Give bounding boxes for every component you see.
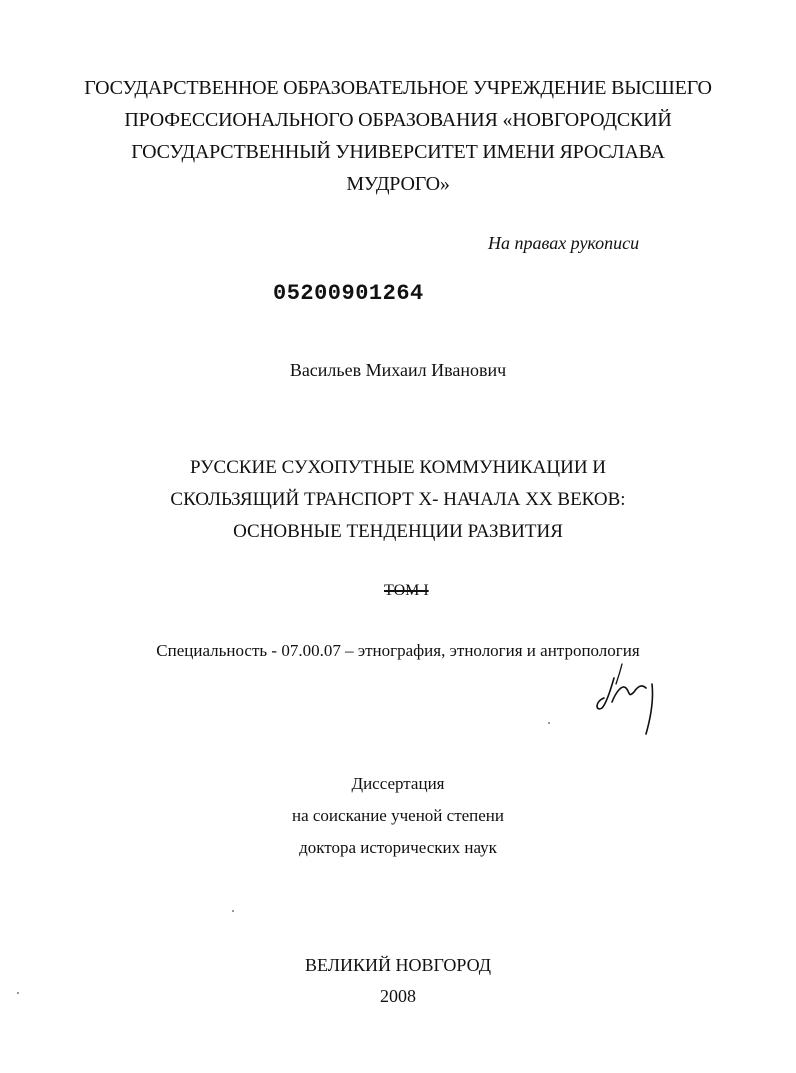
degree-line: Диссертация [351,774,445,793]
year: 2008 [380,986,416,1006]
library-catalog-number: 05200901264 [273,281,424,306]
author-name: Васильев Михаил Иванович [289,360,507,380]
institution-line: ГОСУДАРСТВЕННОЕ ОБРАЗОВАТЕЛЬНОЕ УЧРЕЖДЕНИЕ ВЫСШЕГО [84,77,712,99]
degree-line: на соискание ученой степени [291,806,505,825]
institution-line: ПРОФЕССИОНАЛЬНОГО ОБРАЗОВАНИЯ «НОВГОРОДСКИЙ [124,109,672,131]
volume-label-struck: ТОМ I [384,582,429,599]
institution-name [0,72,796,200]
city-name: ВЕЛИКИЙ НОВГОРОД [304,955,492,975]
degree-line: доктора исторических наук [299,838,497,857]
dissertation-title [0,452,796,548]
handwritten-signature [592,662,672,736]
title-line: РУССКИЕ СУХОПУТНЫЕ КОММУНИКАЦИИ И [189,457,607,478]
degree-statement [0,768,796,864]
institution-line: ГОСУДАРСТВЕННЫЙ УНИВЕРСИТЕТ ИМЕНИ ЯРОСЛАВА [131,141,665,163]
title-line: СКОЛЬЗЯЩИЙ ТРАНСПОРТ X- НАЧАЛА XX ВЕКОВ: [170,489,626,510]
title-line: ОСНОВНЫЕ ТЕНДЕНЦИИ РАЗВИТИЯ [233,521,563,542]
paper-speck [548,722,550,724]
specialty-line: Специальность - 07.00.07 – этнография, этнология и антропология [156,641,640,660]
institution-line: МУДРОГО» [346,173,450,195]
manuscript-rights-note: На правах рукописи [488,233,640,253]
paper-speck [232,910,234,912]
